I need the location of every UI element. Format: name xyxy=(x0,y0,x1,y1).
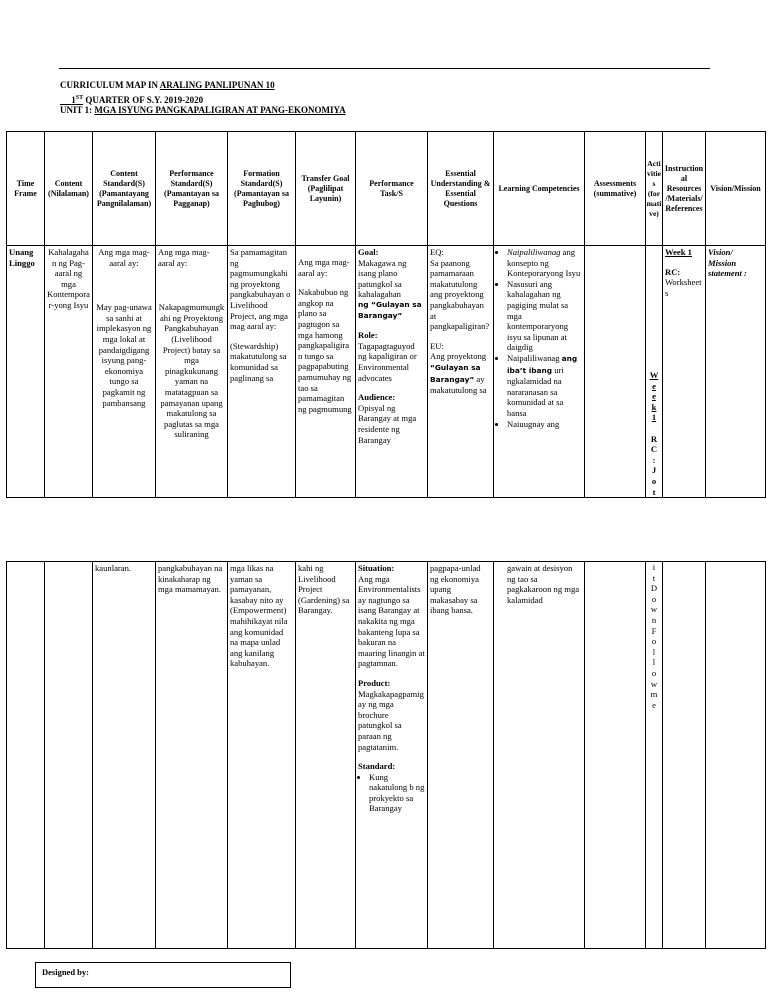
goal-label: Goal: xyxy=(358,247,379,257)
table-row xyxy=(7,562,766,949)
col-performance-standard: Performance Standard(S) (Pamantayan sa Pagganap) xyxy=(156,132,228,246)
col-vision: Vision/Mission xyxy=(706,132,766,246)
product-label: Product: xyxy=(358,677,391,688)
assessments-cell xyxy=(585,246,646,498)
resources-week: Week 1 xyxy=(665,247,692,257)
curriculum-title: CURRICULUM MAP IN ARALING PANLIPUNAN 10 xyxy=(60,80,275,90)
audience-label: Audience: xyxy=(358,392,396,403)
activities-cell xyxy=(646,246,663,498)
list-item: • Kung nakatulong b ng prokyekto sa Barangay xyxy=(369,772,425,814)
standard-list xyxy=(358,772,425,814)
eu-text: Ang proyektong “Gulayan sa Barangay” ay makatutulong sa xyxy=(430,351,487,396)
designed-by-box xyxy=(35,962,291,988)
content-standard-text: May pag-unawa sa sanhi at implekasyon ng mga lokal at pandaigdigang isyung pang-ekonomiya tungo sa pagkamit ng pambansang xyxy=(96,302,152,408)
col-performance-task: Performance Task/S xyxy=(356,132,428,246)
quarter-line: 1ST QUARTER OF S.Y. 2019-2020 xyxy=(71,95,204,105)
col-activities: Activities (formative) xyxy=(646,132,663,246)
col-time-frame: Time Frame xyxy=(7,132,45,246)
transfer-goal-cell xyxy=(296,246,356,498)
performance-standard-cell xyxy=(156,246,228,498)
time-frame-cell xyxy=(7,562,45,949)
col-resources: Instructional Resources /Materials/References xyxy=(663,132,706,246)
curriculum-map-table-part2 xyxy=(6,561,766,949)
product-text: Magkakapagpamigay ng mga brochure patungkol sa paraan ng pagtatanim. xyxy=(358,688,424,752)
learning-competencies-list xyxy=(496,247,582,429)
content-cell xyxy=(45,562,93,949)
content-standard-cell xyxy=(93,246,156,498)
eq-text: Sa paanong pamamaraan makatutulong ang proyektong pangkabuhayan at pangkapaligiran? xyxy=(430,257,490,332)
resources-cell xyxy=(663,246,706,498)
content-cell: Kahalagahan ng Pag-aaral ng mga Kontemporar-yong Isyu xyxy=(45,246,93,498)
header-rule xyxy=(59,68,710,69)
resources-text: Worksheets xyxy=(665,277,702,298)
designed-by-label: Designed by: xyxy=(42,967,89,977)
col-essential: Essential Understanding & Essential Questions xyxy=(428,132,494,246)
list-item: • Naiuugnay ang xyxy=(507,419,582,430)
role-label: Role: xyxy=(358,330,378,341)
formation-standard-stewardship: (Stewardship) makatutulong sa komunidad sa paglinang sa xyxy=(230,340,287,383)
role-text: Tagapagtaguyod ng kapaligiran or Environmental advocates xyxy=(358,340,417,383)
performance-task-cell xyxy=(356,246,428,498)
transfer-goal-text: Nakabubuo ng angkop na plano sa pagtugon sa mga hamong pangkapaligiran tungo sa pagpapabuting pamumuhay ng tao sa pamamagitan ng pagmumung xyxy=(298,287,352,414)
essential-cell xyxy=(428,246,494,498)
activities-vertical-text: i t D o w n F o l l o w m e xyxy=(650,562,658,710)
table-row xyxy=(7,246,766,498)
goal-text: Makagawa ng isang plano patungkol sa kahalagahan xyxy=(358,257,407,300)
formation-standard-cell xyxy=(228,246,296,498)
performance-standard-text: Nakapagmumungkahi ng Proyektong Pangkabuhayan (Livelihood Project) batay sa mga pinagkukunang yaman na matatagpuan sa pamayanan upang makatulong sa paglutas sa mga suliraning xyxy=(158,302,225,440)
time-frame-cell: Unang Linggo xyxy=(7,246,45,498)
activities-vertical-text: W e e k 1 R C : J o t xyxy=(649,370,659,497)
audience-text: Opisyal ng Barangay at mga residente ng Barangay xyxy=(358,402,417,445)
learning-cell xyxy=(494,562,585,949)
learning-cell xyxy=(494,246,585,498)
performance-task-cell xyxy=(356,562,428,949)
formation-standard-text: Sa pamamagitan ng pagmumungkahi ng proyektong pangkabuhayan o Livelihood Project, ang mga mag aaral ay: xyxy=(230,247,291,332)
col-assessments: Assessments (summative) xyxy=(585,132,646,246)
col-content: Content (Nilalaman) xyxy=(45,132,93,246)
col-formation-standard: Formation Standard(S) (Pamantayan sa Paghubog) xyxy=(228,132,296,246)
col-transfer-goal: Transfer Goal (Paglilipat Layunin) xyxy=(296,132,356,246)
resources-cell xyxy=(663,562,706,949)
assessments-cell xyxy=(585,562,646,949)
performance-standard-intro: Ang mga mag-aaral ay: xyxy=(158,247,210,268)
performance-standard-cell: pangkabuhayan na kinakaharap ng mga mamamayan. xyxy=(156,562,228,949)
content-standard-intro: Ang mga mag-aaral ay: xyxy=(98,247,150,268)
eu-label: EU: xyxy=(430,340,444,351)
list-item: • Naipaliliwanag ang iba’t ibang uri ngkalamidad na nararanasan sa komunidad at sa bansa xyxy=(507,353,582,419)
col-learning: Learning Competencies xyxy=(494,132,585,246)
col-content-standard: Content Standard(S) (Pamantayang Pangnilalaman) xyxy=(93,132,156,246)
learning-continued: gawain at desisyon ng tao sa pagkakaroon ng mga kalamidad xyxy=(507,563,580,605)
goal-handwritten: ng “Gulayan sa Barangay” xyxy=(358,299,422,320)
essential-cell: pagpapa-unlad ng ekonomiya upang makasabay sa ibang bansa. xyxy=(428,562,494,949)
situation-label: Situation: xyxy=(358,563,395,573)
resources-rc-label: RC: xyxy=(665,266,681,277)
list-item: • Nasusuri ang kahalagahan ng pagiging mulat sa mga kontemporaryong isyu sa lipunan at daigdig xyxy=(507,279,582,353)
content-standard-cell: kaunlaran. xyxy=(93,562,156,949)
unit-line: UNIT 1: MGA ISYUNG PANGKAPALIGIRAN AT PANG-EKONOMIYA xyxy=(60,105,346,115)
eq-label: EQ: xyxy=(430,247,444,257)
list-item: • Naipaliliwanag ang konsepto ng Konteporaryong Isyu xyxy=(507,247,582,279)
curriculum-map-table-part1 xyxy=(6,131,766,498)
transfer-goal-intro: Ang mga mag-aaral ay: xyxy=(298,257,350,278)
situation-text: Ang mga Environmentalists ay nagtungo sa isang Barangay at nakakita ng mga bakanteng lupa sa bakuran na maaring linangin at pagtamnan. xyxy=(358,573,425,669)
activities-cell xyxy=(646,562,663,949)
vision-cell: Vision/ Mission statement : xyxy=(706,246,766,498)
formation-standard-cell: mga likas na yaman sa pamayanan, kasabay nito ay (Empowerment) mahihikayat nila ang komunidad na mapa unlad ang kanilang kabuhayan. xyxy=(228,562,296,949)
header-row xyxy=(7,132,766,246)
vision-cell xyxy=(706,562,766,949)
transfer-goal-cell: kahi ng Livelihood Project (Gardening) sa Barangay. xyxy=(296,562,356,949)
standard-label: Standard: xyxy=(358,761,396,772)
